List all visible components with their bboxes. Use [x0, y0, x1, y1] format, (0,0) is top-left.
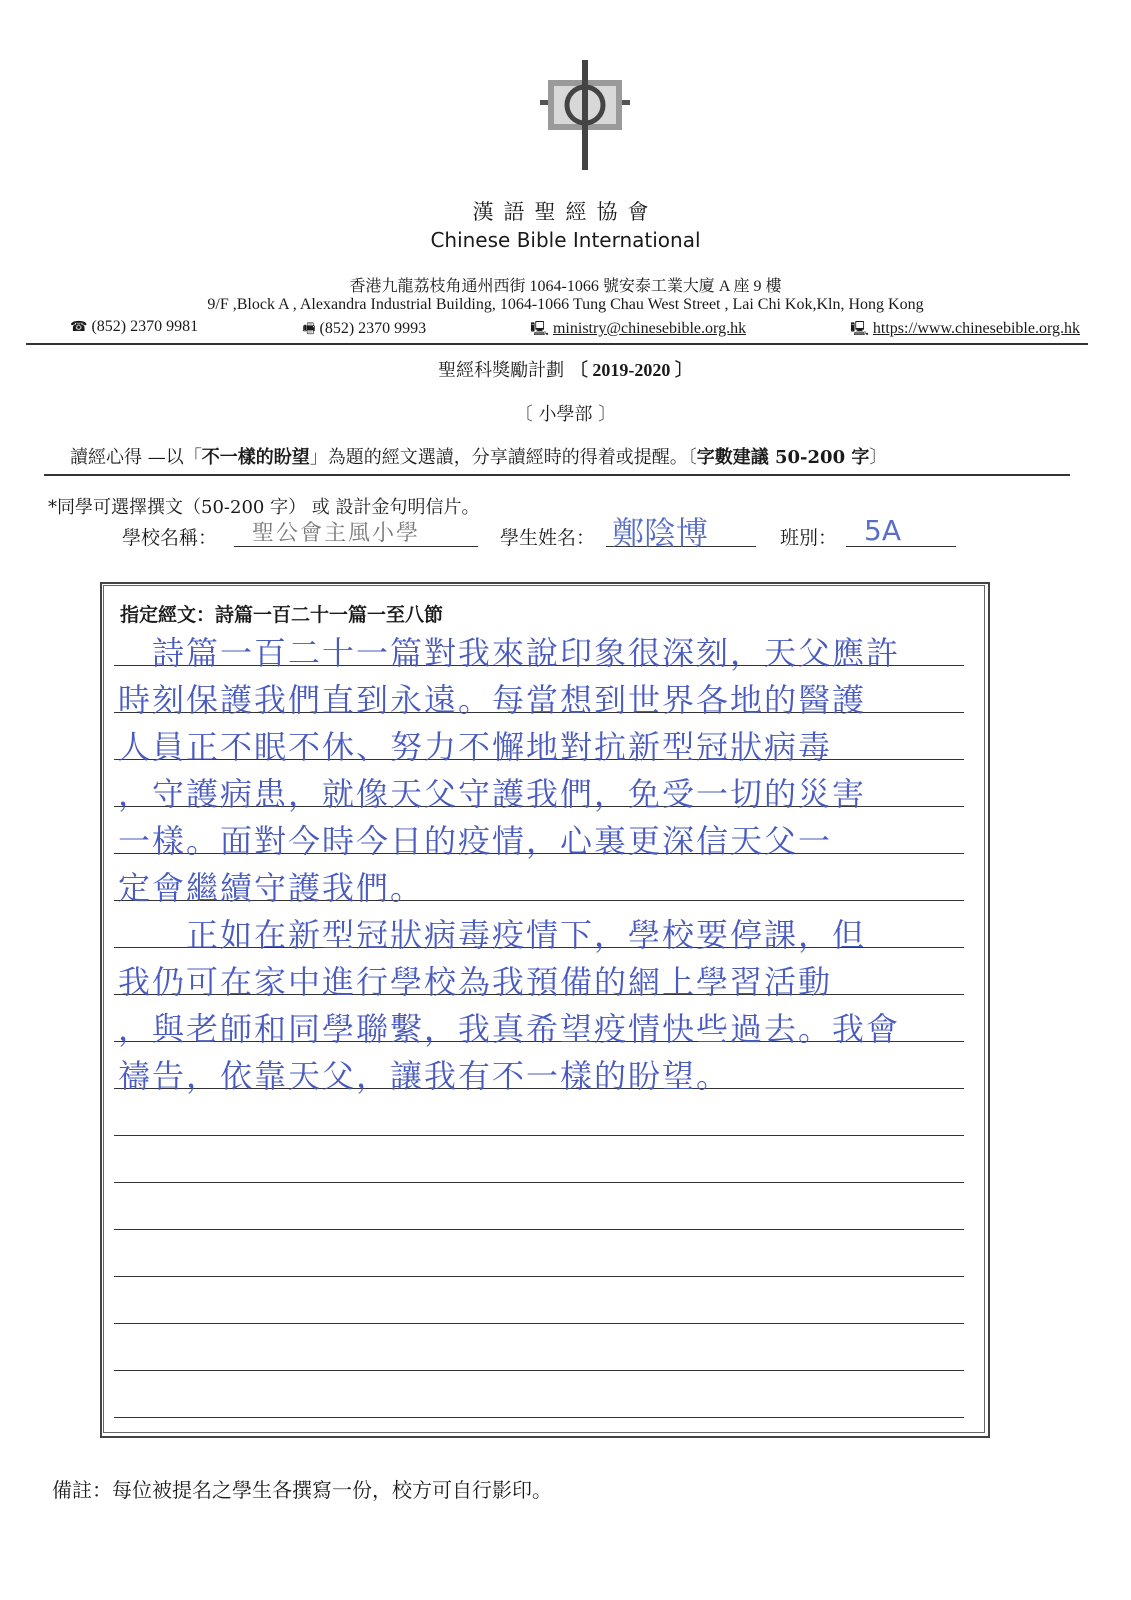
phone-contact [70, 318, 198, 342]
email-link[interactable]: ministry@chinesebible.org.hk [552, 320, 747, 337]
fax-icon: 🖷 [302, 321, 316, 337]
student-label: 學生姓名： [500, 527, 596, 549]
task-end: 〕 [869, 447, 888, 468]
essay-line: 詩篇一百二十一篇對我來說印象很深刻，天父應許 [118, 634, 901, 672]
task-wordcount: 字數建議 50-200 字 [696, 447, 870, 468]
essay-line: ，守護病患，就像天父守護我們，免受一切的災害 [118, 775, 867, 813]
organization-name-zh: 漢語聖經協會 [472, 200, 659, 224]
ruled-line [114, 1182, 964, 1183]
essay-line: 我仍可在家中進行學校為我預備的網上學習活動 [118, 963, 833, 1001]
choice-note: *同學可選擇撰文（50-200 字） 或 設計金句明信片。 [48, 497, 480, 518]
school-field[interactable] [234, 518, 478, 547]
essay-line: 禱告，依靠天父，讓我有不一樣的盼望。 [118, 1057, 731, 1095]
footer-note: 備註：每位被提名之學生各撰寫一份，校方可自行影印。 [52, 1478, 552, 1502]
scripture-label: 指定經文：詩篇一百二十一篇一至八節 [120, 604, 444, 626]
school-value: 聖公會主風小學 [252, 521, 421, 546]
task-suffix: 」為題的經文選讀，分享讀經時的得着或提醒。〔 [309, 447, 697, 468]
task-theme: 不一樣的盼望 [201, 447, 310, 468]
essay-line: ，與老師和同學聯繫，我真希望疫情快些過去。我會 [118, 1010, 901, 1048]
essay-line: 時刻保護我們直到永遠。每當想到世界各地的醫護 [118, 681, 867, 719]
class-field[interactable] [846, 514, 956, 547]
essay-line: 定會繼續守護我們。 [118, 869, 425, 907]
contact-row [70, 318, 1080, 342]
school-label: 學校名稱： [122, 527, 218, 549]
scheme-title [0, 356, 1131, 382]
essay-line: 人員正不眠不休、努力不懈地對抗新型冠狀病毒 [118, 728, 833, 766]
address-en: 9/F ,Block A , Alexandra Industrial Building, 1064-1066 Tung Chau West Street , Lai Chi Kok,Kln, Hong Kong [207, 296, 924, 313]
ruled-line [114, 1370, 964, 1371]
ruled-line [114, 1276, 964, 1277]
essay-line: 正如在新型冠狀病毒疫情下，學校要停課，但 [118, 916, 867, 954]
task-description [70, 443, 1070, 469]
student-field[interactable] [606, 514, 756, 552]
ruled-line [114, 1323, 964, 1324]
computer-icon: 🖳 [850, 321, 869, 337]
ruled-line [114, 1229, 964, 1230]
address-zh: 香港九龍荔枝角通州西街 1064-1066 號安泰工業大廈 A 座 9 樓 [349, 278, 782, 295]
fax-number: (852) 2370 9993 [319, 320, 427, 337]
telephone-icon: ☎ [70, 319, 88, 335]
scheme-year: 〔 2019-2020 〕 [569, 360, 693, 380]
website-link[interactable]: https://www.chinesebible.org.hk [872, 320, 1080, 337]
organization-name-en: Chinese Bible International [430, 228, 701, 252]
computer-icon: 🖳 [530, 321, 549, 337]
phone-number: (852) 2370 9981 [91, 318, 199, 335]
ruled-line [114, 1417, 964, 1418]
email-contact[interactable] [530, 318, 746, 342]
student-value: 鄭陰博 [612, 514, 709, 552]
class-label: 班別： [780, 527, 838, 549]
task-divider [44, 474, 1070, 476]
task-prefix: 讀經心得 —以「 [70, 447, 202, 468]
essay-line: 一樣。面對今時今日的疫情，心裏更深信天父一 [118, 822, 833, 860]
ruled-line [114, 1135, 964, 1136]
division-label: 〔 小學部 〕 [514, 404, 617, 425]
fax-contact [302, 318, 426, 342]
class-value: 5A [864, 514, 901, 547]
scheme-name: 聖經科獎勵計劃 [438, 360, 565, 381]
header-divider [26, 343, 1088, 345]
cross-circle-logo [540, 60, 630, 170]
website-contact[interactable] [850, 318, 1080, 342]
